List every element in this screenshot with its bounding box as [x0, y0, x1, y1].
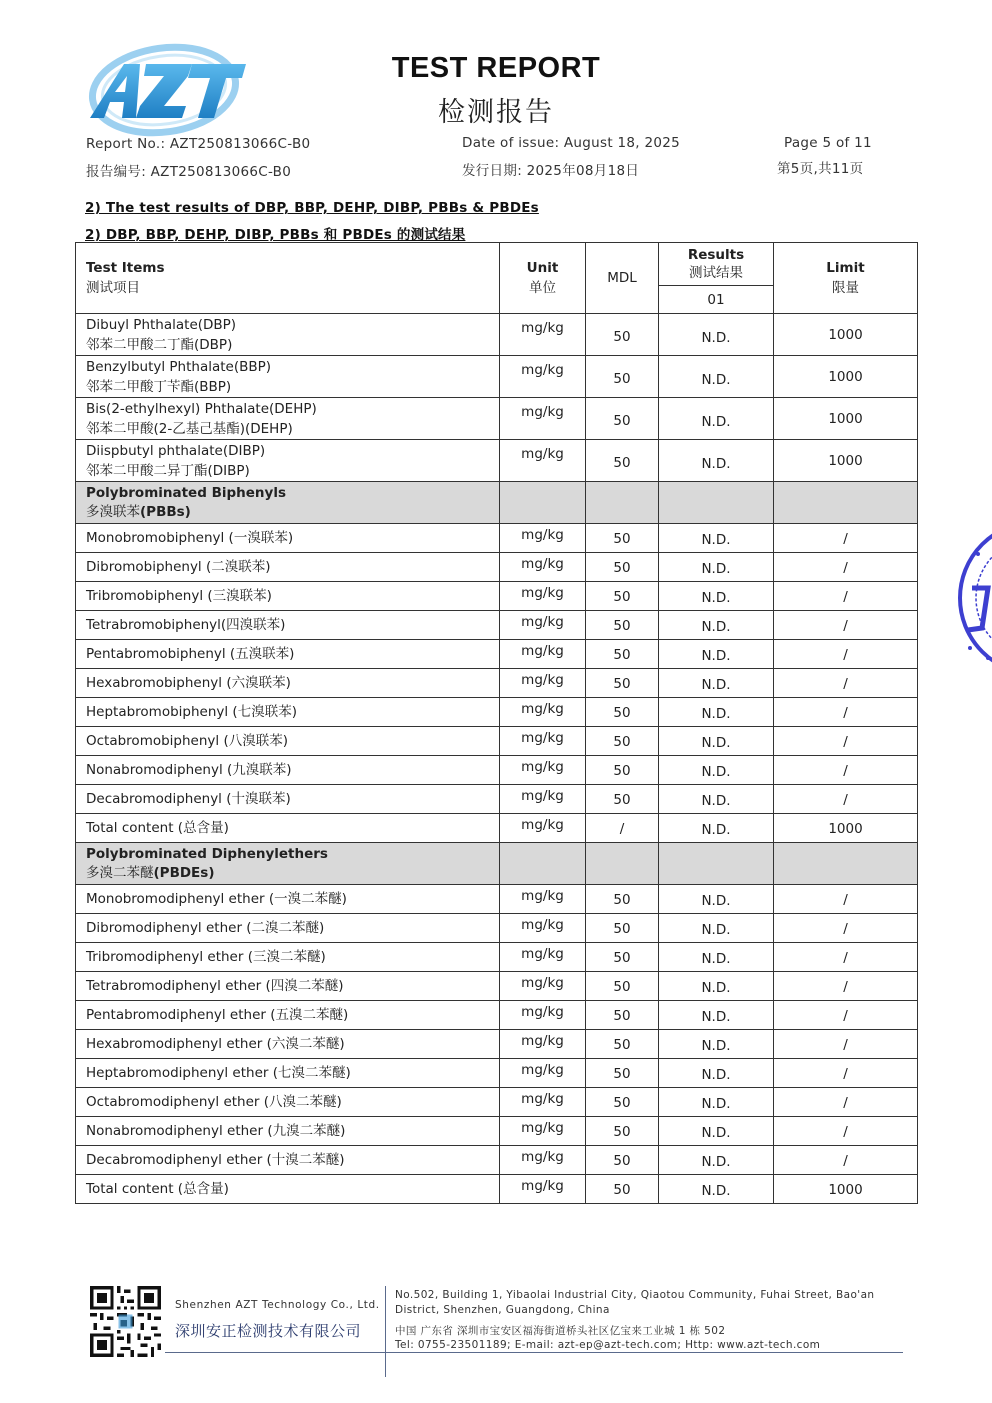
header-test-items [76, 243, 500, 314]
unit-cell: mg/kg [500, 885, 586, 914]
result-cell: N.D. [659, 814, 774, 843]
table-row [76, 1088, 918, 1117]
table-row [76, 1146, 918, 1175]
test-item-cell: Decabromodiphenyl (十溴联苯) [76, 785, 500, 814]
test-item-cell: Total content (总含量) [76, 814, 500, 843]
limit-cell: 1000 [774, 314, 918, 356]
test-item-en: Bis(2-ethylhexyl) Phthalate(DEHP) [86, 400, 317, 417]
group-empty-cell [659, 482, 774, 524]
result-cell: N.D. [659, 914, 774, 943]
test-item-cn: 邻苯二甲酸(2-乙基己基酯)(DEHP) [86, 420, 293, 437]
unit-cell: mg/kg [500, 582, 586, 611]
table-row [76, 553, 918, 582]
unit-cell: mg/kg [500, 914, 586, 943]
qr-code [90, 1286, 161, 1357]
page-number: Page 5 of 11 [784, 135, 872, 151]
limit-cell: / [774, 524, 918, 553]
unit-cell: mg/kg [500, 356, 586, 398]
report-title: TEST REPORT [391, 52, 601, 84]
footer-company-cn: 深圳安正检测技术有限公司 [175, 1322, 362, 1340]
unit-cell: mg/kg [500, 727, 586, 756]
test-item-cell: Monobromobiphenyl (一溴联苯) [76, 524, 500, 553]
mdl-cell: 50 [586, 785, 659, 814]
unit-cell: mg/kg [500, 972, 586, 1001]
mdl-cell: 50 [586, 1030, 659, 1059]
mdl-cell: 50 [586, 314, 659, 356]
footer-divider-horizontal [165, 1352, 903, 1353]
test-item-cn: 邻苯二甲酸二异丁酯(DIBP) [86, 462, 250, 479]
table-row [76, 1001, 918, 1030]
test-item-cell: Octabromodiphenyl ether (八溴二苯醚) [76, 1088, 500, 1117]
header-sample-id: 01 [659, 286, 774, 314]
result-cell: N.D. [659, 440, 774, 482]
mdl-cell: 50 [586, 1059, 659, 1088]
header-limit-cn: 限量 [832, 280, 859, 296]
limit-cell: / [774, 914, 918, 943]
mdl-cell: 50 [586, 524, 659, 553]
result-cell: N.D. [659, 1059, 774, 1088]
mdl-cell: 50 [586, 669, 659, 698]
section-title-cn: 2) DBP, BBP, DEHP, DIBP, PBBs 和 PBDEs 的测试结果 [85, 227, 466, 243]
test-item-cell: Nonabromodiphenyl (九溴联苯) [76, 756, 500, 785]
unit-cell: mg/kg [500, 314, 586, 356]
footer-address-cn: 中国 广东省 深圳市宝安区福海街道桥头社区亿宝来工业城 1 栋 502 [395, 1325, 726, 1337]
limit-cell: 1000 [774, 1175, 918, 1204]
result-cell: N.D. [659, 356, 774, 398]
group-label-abbr: (PBDEs) [153, 864, 215, 881]
table-row [76, 727, 918, 756]
test-item-cell: Decabromodiphenyl ether (十溴二苯醚) [76, 1146, 500, 1175]
footer-address-en-1: No.502, Building 1, Yibaolai Industrial City, Qiaotou Community, Fuhai Street, Bao'an [395, 1289, 875, 1301]
unit-cell: mg/kg [500, 640, 586, 669]
result-cell: N.D. [659, 785, 774, 814]
result-cell: N.D. [659, 698, 774, 727]
footer-company-en: Shenzhen AZT Technology Co., Ltd. [175, 1299, 380, 1311]
result-cell: N.D. [659, 727, 774, 756]
mdl-cell: 50 [586, 356, 659, 398]
test-item-en: Diispbutyl phthalate(DIBP) [86, 442, 266, 459]
unit-cell: mg/kg [500, 943, 586, 972]
mdl-cell: 50 [586, 398, 659, 440]
result-cell: N.D. [659, 1030, 774, 1059]
footer-address-en-2: District, Shenzhen, Guangdong, China [395, 1304, 610, 1316]
unit-cell: mg/kg [500, 553, 586, 582]
test-item-cell: Nonabromodiphenyl ether (九溴二苯醚) [76, 1117, 500, 1146]
result-cell: N.D. [659, 1175, 774, 1204]
mdl-cell: 50 [586, 582, 659, 611]
limit-cell: / [774, 640, 918, 669]
unit-cell: mg/kg [500, 1059, 586, 1088]
limit-cell: 1000 [774, 356, 918, 398]
table-row [76, 640, 918, 669]
header-unit-cn: 单位 [529, 280, 556, 296]
report-title-cn: 检测报告 [438, 97, 554, 128]
mdl-cell: 50 [586, 885, 659, 914]
result-cell: N.D. [659, 1001, 774, 1030]
limit-cell: / [774, 1001, 918, 1030]
group-empty-cell [586, 482, 659, 524]
unit-cell: mg/kg [500, 440, 586, 482]
mdl-cell: 50 [586, 1146, 659, 1175]
test-item-cell [76, 314, 500, 356]
header-mdl: MDL [586, 243, 659, 314]
mdl-cell: 50 [586, 727, 659, 756]
issue-date-cn: 发行日期: 2025年08月18日 [462, 163, 640, 179]
header-results [659, 243, 774, 286]
group-label-en: Polybrominated Diphenylethers [86, 845, 328, 862]
result-cell: N.D. [659, 1088, 774, 1117]
result-cell: N.D. [659, 314, 774, 356]
limit-cell: 1000 [774, 814, 918, 843]
test-item-cell: Dibromodiphenyl ether (二溴二苯醚) [76, 914, 500, 943]
limit-cell: / [774, 1088, 918, 1117]
group-label-cell [76, 843, 500, 885]
table-row [76, 611, 918, 640]
mdl-cell: 50 [586, 1175, 659, 1204]
test-item-en: Benzylbutyl Phthalate(BBP) [86, 358, 272, 375]
mdl-cell: 50 [586, 943, 659, 972]
group-label-abbr: (PBBs) [140, 503, 191, 520]
table-header-row [76, 243, 918, 286]
test-item-cell: Dibromobiphenyl (二溴联苯) [76, 553, 500, 582]
mdl-cell: 50 [586, 698, 659, 727]
limit-cell: / [774, 553, 918, 582]
test-item-cell: Pentabromodiphenyl ether (五溴二苯醚) [76, 1001, 500, 1030]
limit-cell: / [774, 785, 918, 814]
table-row [76, 1117, 918, 1146]
table-row [76, 785, 918, 814]
table-row [76, 314, 918, 356]
test-item-cn: 邻苯二甲酸二丁酯(DBP) [86, 336, 233, 353]
result-cell: N.D. [659, 756, 774, 785]
test-item-cell: Tetrabromodiphenyl ether (四溴二苯醚) [76, 972, 500, 1001]
unit-cell: mg/kg [500, 1001, 586, 1030]
test-item-cell: Tetrabromobiphenyl(四溴联苯) [76, 611, 500, 640]
table-row [76, 943, 918, 972]
header-results-en: Results [687, 247, 745, 263]
result-cell: N.D. [659, 1146, 774, 1175]
table-row [76, 356, 918, 398]
limit-cell: / [774, 698, 918, 727]
limit-cell: / [774, 1146, 918, 1175]
test-item-cell: Heptabromodiphenyl ether (七溴二苯醚) [76, 1059, 500, 1088]
table-row [76, 1175, 918, 1204]
result-cell: N.D. [659, 582, 774, 611]
table-row [76, 1059, 918, 1088]
header-limit-en: Limit [826, 260, 865, 276]
table-row [76, 1030, 918, 1059]
mdl-cell: / [586, 814, 659, 843]
table-row [76, 756, 918, 785]
test-item-cell [76, 440, 500, 482]
result-cell: N.D. [659, 553, 774, 582]
result-cell: N.D. [659, 669, 774, 698]
limit-cell: / [774, 727, 918, 756]
group-empty-cell [659, 843, 774, 885]
test-item-cell: Total content (总含量) [76, 1175, 500, 1204]
mdl-cell: 50 [586, 1088, 659, 1117]
table-row [76, 440, 918, 482]
unit-cell: mg/kg [500, 1030, 586, 1059]
limit-cell: / [774, 611, 918, 640]
mdl-cell: 50 [586, 1117, 659, 1146]
group-empty-cell [586, 843, 659, 885]
group-empty-cell [500, 482, 586, 524]
result-cell: N.D. [659, 640, 774, 669]
result-cell: N.D. [659, 611, 774, 640]
table-row [76, 398, 918, 440]
page-number-cn: 第5页,共11页 [777, 161, 864, 177]
test-item-cell [76, 398, 500, 440]
group-label-cn: 多溴联苯 [86, 503, 140, 520]
mdl-cell: 50 [586, 553, 659, 582]
header-unit [500, 243, 586, 314]
header-test-items-en: Test Items [86, 260, 165, 276]
test-item-cell: Tribromodiphenyl ether (三溴二苯醚) [76, 943, 500, 972]
table-row [76, 814, 918, 843]
table-row [76, 698, 918, 727]
report-number-cn: 报告编号: AZT250813066C-B0 [86, 164, 292, 180]
group-row-pbbs [76, 482, 918, 524]
test-item-cell: Tribromobiphenyl (三溴联苯) [76, 582, 500, 611]
limit-cell: / [774, 972, 918, 1001]
unit-cell: mg/kg [500, 785, 586, 814]
header-test-items-cn: 测试项目 [86, 280, 140, 296]
group-row-pbdes [76, 843, 918, 885]
test-item-cell: Hexabromobiphenyl (六溴联苯) [76, 669, 500, 698]
unit-cell: mg/kg [500, 756, 586, 785]
test-item-cell: Monobromodiphenyl ether (一溴二苯醚) [76, 885, 500, 914]
unit-cell: mg/kg [500, 1146, 586, 1175]
test-item-cell: Octabromobiphenyl (八溴联苯) [76, 727, 500, 756]
group-label-cell [76, 482, 500, 524]
result-cell: N.D. [659, 1117, 774, 1146]
result-cell: N.D. [659, 885, 774, 914]
unit-cell: mg/kg [500, 524, 586, 553]
footer-divider-vertical [385, 1286, 386, 1377]
mdl-cell: 50 [586, 440, 659, 482]
test-item-cell: Heptabromobiphenyl (七溴联苯) [76, 698, 500, 727]
limit-cell: / [774, 1059, 918, 1088]
mdl-cell: 50 [586, 611, 659, 640]
mdl-cell: 50 [586, 640, 659, 669]
limit-cell: / [774, 1030, 918, 1059]
mdl-cell: 50 [586, 914, 659, 943]
group-label-en: Polybrominated Biphenyls [86, 484, 287, 501]
table-row [76, 914, 918, 943]
test-item-en: Dibuyl Phthalate(DBP) [86, 316, 237, 333]
mdl-cell: 50 [586, 972, 659, 1001]
footer-contact: Tel: 0755-23501189; E-mail: azt-ep@azt-tech.com; Http: www.azt-tech.com [395, 1339, 821, 1351]
result-cell: N.D. [659, 972, 774, 1001]
group-label-cn: 多溴二苯醚 [86, 864, 154, 881]
test-item-cell: Hexabromodiphenyl ether (六溴二苯醚) [76, 1030, 500, 1059]
group-empty-cell [774, 482, 918, 524]
unit-cell: mg/kg [500, 698, 586, 727]
result-cell: N.D. [659, 943, 774, 972]
test-item-cell [76, 356, 500, 398]
limit-cell: 1000 [774, 440, 918, 482]
results-table [75, 242, 918, 1204]
table-row [76, 524, 918, 553]
limit-cell: / [774, 582, 918, 611]
limit-cell: / [774, 669, 918, 698]
unit-cell: mg/kg [500, 611, 586, 640]
result-cell: N.D. [659, 398, 774, 440]
unit-cell: mg/kg [500, 1175, 586, 1204]
mdl-cell: 50 [586, 1001, 659, 1030]
limit-cell: / [774, 1117, 918, 1146]
limit-cell: / [774, 943, 918, 972]
limit-cell: 1000 [774, 398, 918, 440]
report-number: Report No.: AZT250813066C-B0 [86, 136, 311, 152]
issue-date: Date of issue: August 18, 2025 [462, 135, 681, 151]
unit-cell: mg/kg [500, 1088, 586, 1117]
limit-cell: / [774, 885, 918, 914]
limit-cell: / [774, 756, 918, 785]
header-limit [774, 243, 918, 314]
table-row [76, 669, 918, 698]
header-results-cn: 测试结果 [689, 265, 743, 281]
table-row [76, 885, 918, 914]
mdl-cell: 50 [586, 756, 659, 785]
header-unit-en: Unit [526, 260, 559, 276]
unit-cell: mg/kg [500, 669, 586, 698]
unit-cell: mg/kg [500, 1117, 586, 1146]
test-item-cell: Pentabromobiphenyl (五溴联苯) [76, 640, 500, 669]
group-empty-cell [774, 843, 918, 885]
test-item-cn: 邻苯二甲酸丁苄酯(BBP) [86, 378, 232, 395]
table-row [76, 972, 918, 1001]
table-row [76, 582, 918, 611]
group-empty-cell [500, 843, 586, 885]
seal-stamp [958, 518, 992, 678]
result-cell: N.D. [659, 524, 774, 553]
unit-cell: mg/kg [500, 814, 586, 843]
section-title: 2) The test results of DBP, BBP, DEHP, DIBP, PBBs & PBDEs [85, 200, 539, 216]
unit-cell: mg/kg [500, 398, 586, 440]
